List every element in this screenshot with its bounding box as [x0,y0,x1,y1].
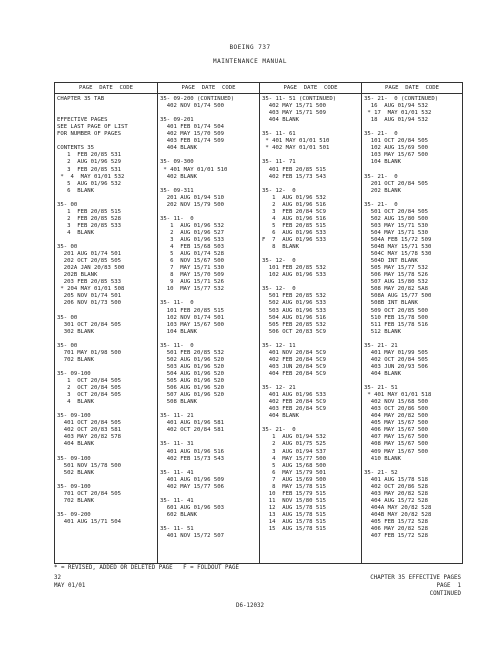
table-line: 2 AUG 01/96 529 [57,159,121,166]
table-line: 101 FEB 20/85 515 [160,307,224,314]
table-line: 404 AUG 15/72 528 [364,497,428,504]
table-line: 7 AUG 15/69 500 [262,476,326,483]
table-line: 35- 11- 41 [160,469,194,476]
table-line: 6 AUG 01/96 533 [262,229,326,236]
table-line: 103 MAY 15/67 500 [364,152,428,159]
table-line: 101 FEB 20/85 532 [262,265,326,272]
table-line: 5 AUG 01/96 532 [57,180,121,187]
table-line: 407 FEB 15/72 528 [364,533,428,540]
table-line: 506 MAY 15/78 526 [364,272,428,279]
table-line: 35- 09-100 [57,455,91,462]
table-line: 504C MAY 15/78 530 [364,251,432,258]
table-line: F 7 AUG 01/96 533 [262,237,326,243]
table-line: 5 FEB 20/85 515 [262,222,326,229]
table-line: 35- 11- 61 [262,131,296,138]
table-line: 403 MAY 20/82 578 [57,434,121,441]
table-line: 401 AUG 01/96 516 [160,448,224,455]
table-line: 12 AUG 15/78 515 [262,504,326,511]
table-line: 205 NOV 01/74 501 [57,293,121,300]
table-line: 503 MAY 15/71 530 [364,222,428,229]
table-line: 35- 21- 0 [364,173,398,180]
table-line: 35- 11- 0 [160,300,194,307]
table-line: 3 OCT 20/84 505 [57,392,121,399]
table-line: 401 OCT 20/84 505 [57,420,121,427]
table-line: 407 MAY 15/67 500 [364,434,428,441]
table-line: 504B MAY 15/71 530 [364,244,432,251]
table-line: 3 FEB 20/85 533 [57,222,121,229]
table-line: 501 OCT 20/84 505 [364,208,428,215]
table-line: 35- 21- 52 [364,469,398,476]
table-line: 202 BLANK [364,187,402,194]
table-line: 201 AUG 01/74 501 [57,251,121,258]
table-line: 402 FEB 15/73 543 [160,455,224,462]
table-line: 401 FEB 01/74 504 [160,124,224,131]
table-line: 404 BLANK [57,441,95,448]
table-line: 508 BLANK [160,399,198,406]
table-line: 14 AUG 15/78 515 [262,519,326,525]
table-line: 202A JAN 20/83 500 [57,265,125,272]
table-line: CONTENTS 35 [57,145,95,152]
table-line: 512 BLANK [364,328,402,335]
column-header: PAGE DATE CODE [79,85,133,91]
table-line: 702 BLANK [57,497,95,504]
table-line: 15 AUG 15/78 515 [262,526,326,533]
table-line: 401 AUG 01/96 533 [262,392,326,399]
table-line: 202 NOV 15/79 500 [160,201,224,208]
table-line: 502 BLANK [57,469,95,476]
table-line: 402 NOV 15/68 500 [364,399,428,406]
table-line: 503 AUG 01/96 520 [160,363,224,370]
footer-continued: CONTINUED [429,591,461,597]
table-line: 35- 09-100 [57,413,91,420]
table-line: 35- 00 [57,201,78,208]
table-line: 4 AUG 01/96 516 [262,215,326,222]
table-line: 4 BLANK [57,399,95,406]
table-line: 35- 21- 0 [364,201,398,208]
table-line: 2 AUG 01/75 525 [262,441,326,448]
table-line: 9 AUG 15/71 526 [160,279,224,286]
table-line: 404 BLANK [160,145,198,152]
table-line: 601 AUG 01/96 503 [160,504,224,511]
table-line: 404 BLANK [262,117,300,124]
table-line: 402 OCT 20/86 528 [364,483,428,490]
table-line: 2 FEB 20/85 528 [57,215,121,222]
table-line: 35- 21- 0 [364,131,398,138]
table-line: 16 AUG 01/94 532 [364,103,428,110]
table-line: 507 AUG 01/96 520 [160,392,224,399]
table-line: 503 AUG 01/96 533 [262,307,326,314]
table-line: 35- 11- 21 [160,413,194,420]
table-line: 206 NOV 01/73 500 [57,300,121,307]
table-line: 403 JUN 20/84 5C9 [262,363,326,370]
table-line: 401 AUG 01/96 509 [160,476,224,483]
table-line: 35- 11- 31 [160,441,194,448]
table-line: 504 AUG 01/96 516 [262,314,326,321]
table-line: 404 BLANK [364,370,402,377]
header-divider [55,93,462,94]
table-line: 409 MAY 15/67 500 [364,448,428,455]
table-line: 10 FEB 15/79 515 [262,490,326,497]
table-column-3 [259,83,361,563]
document-subtitle: MAINTENANCE MANUAL [212,58,288,65]
table-line: 401 NOV 15/72 507 [160,533,224,540]
table-line: 408 MAY 15/67 500 [364,441,428,448]
footer-page-number: 32 [54,575,61,581]
table-line: 1 AUG 01/94 532 [262,434,326,441]
table-line: 402 OCT 20/84 505 [364,356,428,363]
table-line: 4 BLANK [57,229,95,236]
table-line: 35- 09-200 (CONTINUED) [160,96,235,102]
table-line: 1 FEB 20/85 515 [57,208,121,215]
table-line: 7 MAY 15/71 530 [160,265,224,272]
table-line: 102 AUG 15/69 500 [364,145,428,152]
table-line: 5 AUG 15/68 500 [262,462,326,469]
table-line: 402 OCT 20/83 581 [57,427,121,434]
footer-chapter: CHAPTER 35 EFFECTIVE PAGES [370,575,461,581]
table-line: 301 OCT 20/84 505 [57,321,121,328]
table-line: 104 BLANK [364,159,402,166]
column-header: PAGE DATE CODE [181,85,236,91]
table-line: 405 FEB 15/72 528 [364,519,428,525]
table-line: 6 MAY 15/79 501 [262,469,326,476]
table-line: 404B MAY 20/82 528 [364,511,432,518]
table-line: 1 FEB 20/85 531 [57,152,121,159]
table-line: 502 AUG 01/96 533 [262,300,326,307]
table-line: 35- 11- 51 (CONTINUED) [262,96,337,102]
table-line: 505 AUG 01/96 520 [160,378,224,384]
footer-page-label: PAGE 1 [436,583,461,589]
table-line: 102 NOV 01/74 501 [160,314,224,321]
table-line: 35- 11- 51 [160,526,194,533]
table-line: 401 FEB 20/85 515 [262,166,326,173]
table-line: 403 MAY 15/71 509 [262,110,326,117]
effective-pages-table [54,82,463,564]
table-line: 505 FEB 20/85 532 [262,321,326,328]
table-line: 35- 09-300 [160,159,194,166]
table-line: 35- 09-201 [160,117,194,124]
table-line: 35- 21- 0 [262,427,296,434]
column-header: PAGE DATE CODE [283,85,338,91]
table-line: 10 MAY 15/77 532 [160,286,224,293]
table-line: 35- 12- 21 [262,385,296,392]
table-line: 402 FEB 15/73 543 [262,173,326,180]
table-line: FOR NUMBER OF PAGES [57,131,121,138]
table-line: * 401 MAY 01/01 518 [364,392,432,399]
table-line: 35- 00 [57,342,78,349]
document-title: BOEING 737 [229,44,271,51]
table-line: 35- 11- 71 [262,159,296,166]
table-line: 3 AUG 01/94 537 [262,448,326,455]
table-line: 203 FEB 20/85 533 [57,279,121,286]
table-line: 510 FEB 15/78 500 [364,314,428,321]
table-line: 508A AUG 15/77 500 [364,293,432,300]
table-line: 202 OCT 20/85 505 [57,258,121,265]
table-line: 504D INT BLANK [364,258,418,265]
table-line: 402 BLANK [160,173,198,180]
table-line: 602 BLANK [160,511,198,518]
table-line: 402 MAY 15/70 509 [160,131,224,138]
table-line: * 402 MAY 01/01 501 [262,145,330,152]
table-line: 2 OCT 20/84 505 [57,385,121,392]
table-line: 1 OCT 20/84 505 [57,378,121,384]
table-line: 406 MAY 15/67 500 [364,427,428,434]
table-line: 402 FEB 20/84 5C9 [262,399,326,406]
table-line: 504A FEB 15/72 509 [364,237,432,243]
table-line: 35- 21- 21 [364,342,398,349]
table-line: 8 MAY 15/78 515 [262,483,326,490]
footer-doc-number: D6-12032 [236,603,264,609]
table-line: 103 MAY 15/67 500 [160,321,224,328]
table-line: 35- 11- 0 [160,215,194,222]
table-line: 1 AUG 01/96 532 [160,222,224,229]
table-column-2 [157,83,259,563]
table-line: 35- 00 [57,244,78,251]
table-line: 11 NOV 15/80 515 [262,497,326,504]
table-line: 404A MAY 20/82 528 [364,504,432,511]
table-line: 506 OCT 20/83 5C9 [262,328,326,335]
table-line: 202B BLANK [57,272,98,279]
table-line: * 401 MAY 01/01 510 [160,166,228,173]
table-line: 35- 09-100 [57,483,91,490]
table-line: 4 FEB 15/68 503 [160,244,224,251]
table-line: 403 FEB 20/84 5C9 [262,406,326,413]
table-line: 1 AUG 01/96 532 [262,194,326,201]
table-line: 3 FEB 20/84 5C9 [262,208,326,215]
table-line: 410 BLANK [364,455,402,462]
table-line: 13 AUG 15/78 515 [262,511,326,518]
table-line: 2 AUG 01/96 516 [262,201,326,208]
table-line: 506 AUG 01/96 520 [160,385,224,392]
table-line: 18 AUG 01/94 532 [364,117,428,124]
table-line: 3 FEB 20/85 531 [57,166,121,173]
table-line: 401 AUG 01/96 581 [160,420,224,427]
table-line: SEE LAST PAGE OF LIST [57,124,128,131]
table-line: 6 NOV 15/67 500 [160,258,224,265]
table-line: 508B INT BLANK [364,300,418,307]
table-line: 404 MAY 20/82 500 [364,413,428,420]
table-line: 101 OCT 20/84 505 [364,138,428,145]
table-line: 201 OCT 20/84 505 [364,180,428,187]
table-line: 508 MAY 20/82 5A8 [364,286,428,293]
table-line: 35- 12- 0 [262,258,296,265]
table-line: 502 AUG 15/80 500 [364,215,428,222]
table-line: CHAPTER 35 TAB [57,96,105,102]
table-line: 402 FEB 20/84 5C9 [262,356,326,363]
footer-date: MAY 01/01 [54,583,86,589]
table-line: 504 AUG 01/96 520 [160,370,224,377]
table-line: * 204 MAY 01/01 508 [57,286,125,293]
table-line: 4 MAY 15/77 500 [262,455,326,462]
table-line: 35- 11- 0 [160,342,194,349]
table-line: 8 MAY 15/70 509 [160,272,224,279]
table-line: 511 FEB 15/78 516 [364,321,428,328]
table-column-1 [55,83,157,563]
table-line: 35- 21- 51 [364,385,398,392]
table-line: 502 AUG 01/96 520 [160,356,224,363]
table-line: 35- 11- 41 [160,497,194,504]
table-line: 404 BLANK [262,413,300,420]
table-line: * 401 MAY 01/01 510 [262,138,330,145]
table-line: 701 OCT 20/84 505 [57,490,121,497]
table-line: * 4 MAY 01/01 532 [57,173,125,180]
table-line: 401 NOV 20/84 5C9 [262,349,326,356]
table-line: 501 NOV 15/78 500 [57,462,121,469]
table-line: 35- 09-100 [57,370,91,377]
table-line: 402 MAY 15/71 500 [262,103,326,110]
table-line: 403 JUN 20/93 506 [364,363,428,370]
table-line: 35- 12- 0 [262,286,296,293]
table-line: 702 BLANK [57,356,95,363]
table-line: 102 AUG 01/96 533 [262,272,326,279]
table-line: 507 AUG 15/80 532 [364,279,428,286]
table-line: 403 OCT 20/86 500 [364,406,428,413]
table-line: 35- 09-311 [160,187,194,194]
table-line: 401 MAY 01/99 505 [364,349,428,356]
table-line: 35- 21- 0 (CONTINUED) [364,96,439,102]
footer-legend: * = REVISED, ADDED OR DELETED PAGE F = FOLDOUT PAGE [54,565,239,571]
table-line: 403 FEB 01/74 509 [160,138,224,145]
table-line: EFFECTIVE PAGES [57,117,108,124]
table-line: 501 FEB 20/85 532 [262,293,326,300]
table-line: 405 MAY 15/67 500 [364,420,428,427]
table-line: 35- 09-200 [57,511,91,518]
table-line: 509 OCT 20/85 500 [364,307,428,314]
table-line: 104 BLANK [160,328,198,335]
table-line: 8 BLANK [262,244,300,251]
table-line: 401 AUG 15/71 504 [57,519,121,525]
table-line: 35- 00 [57,314,78,321]
table-line: 35- 12- 11 [262,342,296,349]
table-line: 701 MAY 01/98 500 [57,349,121,356]
table-line: 505 MAY 15/77 532 [364,265,428,272]
table-line: 402 NOV 01/74 500 [160,103,224,110]
table-line: 2 AUG 01/96 527 [160,229,224,236]
table-line: 401 AUG 15/78 518 [364,476,428,483]
table-line: 5 AUG 01/74 528 [160,251,224,258]
table-line: 406 MAY 20/82 528 [364,526,428,533]
table-line: 504 MAY 15/71 530 [364,229,428,236]
table-line: 404 FEB 20/84 5C9 [262,370,326,377]
table-line: 6 BLANK [57,187,95,194]
table-line: 3 AUG 01/96 533 [160,237,224,243]
table-line: * 17 MAY 01/01 532 [364,110,432,117]
table-line: 402 OCT 20/84 581 [160,427,224,434]
table-line: 501 FEB 20/85 532 [160,349,224,356]
table-line: 201 AUG 01/94 510 [160,194,224,201]
table-line: 402 MAY 15/77 506 [160,483,224,490]
table-line: 403 MAY 20/82 528 [364,490,428,497]
table-column-4 [361,83,462,563]
table-line: 35- 12- 0 [262,187,296,194]
column-header: PAGE DATE CODE [385,85,439,91]
table-line: 302 BLANK [57,328,95,335]
